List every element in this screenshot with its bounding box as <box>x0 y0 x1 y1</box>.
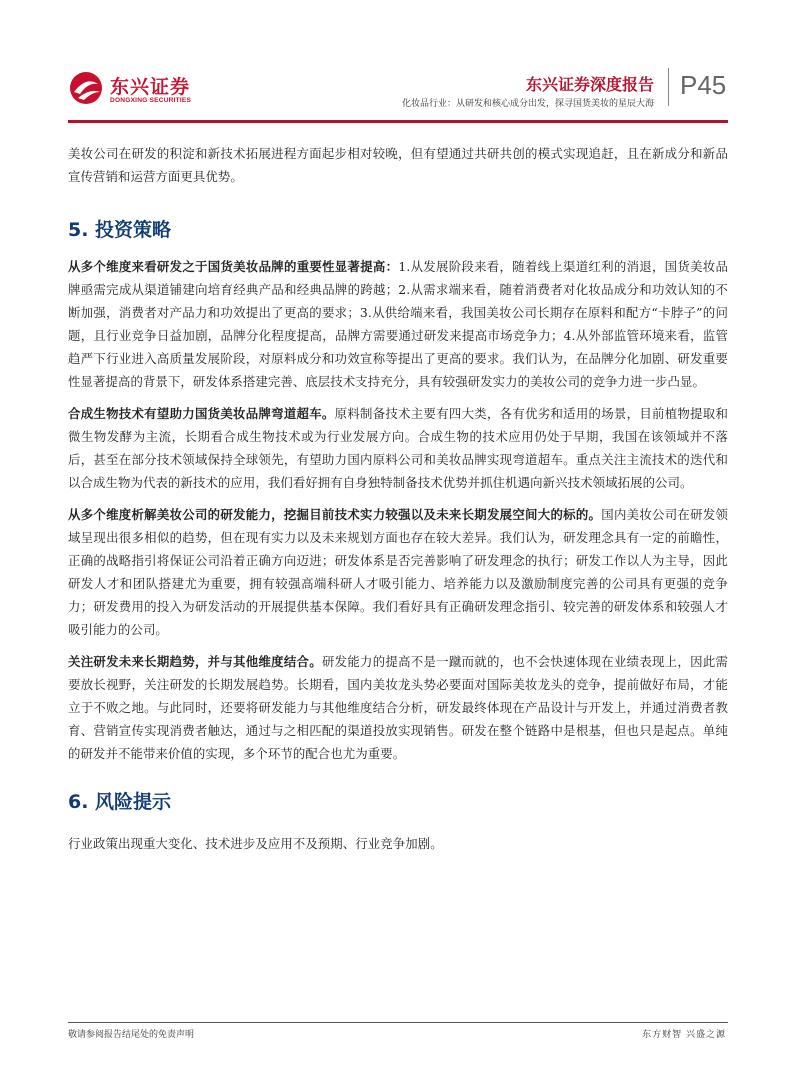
strategy-paragraph-1 <box>68 255 728 393</box>
footer-rule <box>68 1022 728 1023</box>
logo-emblem-icon <box>68 70 106 106</box>
paragraph-lead: 从多个维度析解美妆公司的研发能力，挖掘目前技术实力较强以及未来长期发展空间大的标的。 <box>68 507 602 522</box>
strategy-paragraph-3 <box>68 503 728 641</box>
intro-paragraph: 美妆公司在研发的积淀和新技术拓展进程方面起步相对较晚，但有望通过共研共创的模式实现追赶，且在新成分和新品宣传营销和运营方面更具优势。 <box>68 146 728 184</box>
header-rule <box>68 120 728 123</box>
paragraph-body: 1.从发展阶段来看，随着线上渠道红利的消退，国货美妆品牌亟需完成从渠道铺建向培育经典产品和经典品牌的跨越；2.从需求端来看，随着消费者对化妆品成分和功效认知的不断加强，消费者对产品力和功效提出了更高的要求；3.从供给端来看，我国美妆公司长期存在原料和配方“卡脖子”的问题，且行业竞争日益加剧，品牌分化程度提高，品牌方需要通过研发来提高市场竞争力；4.从外部监管环境来看，监管趋严下行业进入高质量发展阶段，对原料成分和功效宣称等提出了更高的要求。我们认为，在品牌分化加剧、研发重要性显著提高的背景下，研发体系搭建完善、底层技术支持充分，具有较强研发实力的美妆公司的竞争力进一步凸显。 <box>68 259 728 389</box>
paragraph-lead: 从多个维度来看研发之于国货美妆品牌的重要性显著提高： <box>68 259 399 274</box>
paragraph-body: 原料制备技术主要有四大类，各有优劣和适用的场景，目前植物提取和微生物发酵为主流，长期看合成生物技术或为行业发展方向。合成生物的技术应用仍处于早期，我国在该领域并不落后，甚至在部分技术领域保持全球领先，有望助力国内原料公司和美妆品牌实现弯道超车。重点关注主流技术的迭代和以合成生物为代表的新技术的应用，我们看好拥有自身独特制备技术优势并抓住机遇向新兴技术领域拓展的公司。 <box>68 406 728 490</box>
header-divider <box>668 68 669 106</box>
page-content <box>68 142 728 855</box>
logo-text-en: DONGXING SECURITIES <box>110 97 192 104</box>
strategy-paragraph-2 <box>68 402 728 494</box>
paragraph-lead: 关注研发未来长期趋势，并与其他维度结合。 <box>68 654 322 669</box>
paragraph-lead: 合成生物技术有望助力国货美妆品牌弯道超车。 <box>68 406 335 421</box>
company-logo <box>68 70 198 106</box>
section-heading-6: 6. 风险提示 <box>68 791 172 813</box>
report-title: 东兴证券深度报告 <box>525 75 654 94</box>
risk-paragraph: 行业政策出现重大变化、技术进步及应用不及预期、行业竞争加剧。 <box>68 836 443 851</box>
strategy-paragraph-4 <box>68 650 728 765</box>
footer-motto: 东方财智 兴盛之源 <box>642 1030 726 1040</box>
report-subtitle: 化妆品行业：从研发和核心成分出发，探寻国货美妆的星辰大海 <box>401 99 654 109</box>
page-number: P45 <box>680 70 727 100</box>
paragraph-body: 研发能力的提高不是一蹴而就的，也不会快速体现在业绩表现上，因此需要放长视野，关注研发的长期发展趋势。长期看，国内美妆龙头势必要面对国际美妆龙头的竞争，提前做好布局，才能立于不败之地。与此同时，还要将研发能力与其他维度结合分析，研发最终体现在产品设计与开发上，并通过消费者教育、营销宣传实现消费者触达，通过与之相匹配的渠道投放实现销售。研发在整个链路中是根基，但也只是起点。单纯的研发并不能带来价值的实现，多个环节的配合也尤为重要。 <box>68 654 729 761</box>
logo-text-cn: 东兴证券 <box>110 76 191 98</box>
paragraph-body: 国内美妆公司在研发领域呈现出很多相似的趋势，但在现有实力以及未来规划方面也存在较大差异。我们认为，研发理念具有一定的前瞻性，正确的战略指引将保证公司沿着正确方向迈进；研发体系是否完善影响了研发理念的执行；研发工作以人为主导，因此研发人才和团队搭建尤为重要，拥有较强高端科研人才吸引能力、培养能力以及激励制度完善的公司具有更强的竞争力；研发费用的投入为研发活动的开展提供基本保障。我们看好具有正确研发理念指引、较完善的研发体系和较强人才吸引能力的公司。 <box>68 507 729 637</box>
section-heading-5: 5. 投资策略 <box>68 219 172 241</box>
footer-disclaimer: 敬请参阅报告结尾处的免责声明 <box>68 1030 195 1040</box>
page-header <box>68 66 728 122</box>
